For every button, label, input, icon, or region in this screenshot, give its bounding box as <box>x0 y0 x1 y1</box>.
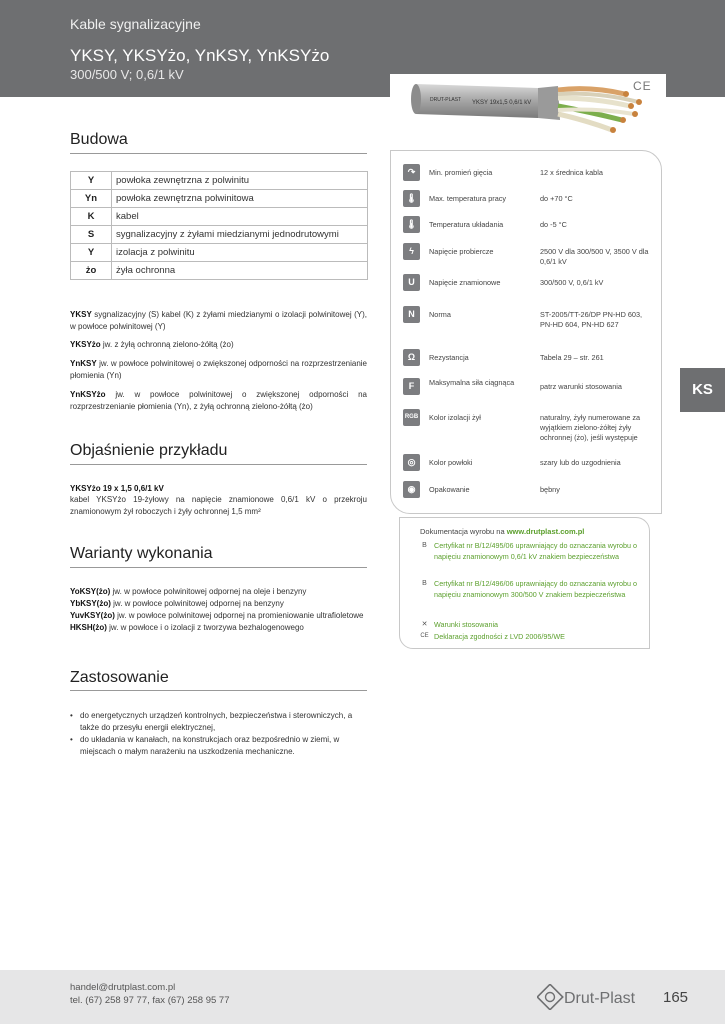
logo-graphic <box>537 984 649 1010</box>
section-divider <box>70 567 367 568</box>
symbol-cell: Y <box>71 244 112 262</box>
property-value: naturalny, żyły numerowane za wyjątkiem zielono-żółtej żyły ochronnej (żo), jeśli występuje <box>540 413 641 442</box>
property-value: 2500 V dla 300/500 V, 3500 V dla 0,6/1 kV <box>540 247 649 266</box>
document-link-text: Certyfikat nr B/12/495/06 uprawniający do oznaczania wyrobu o napięciu znamionowym 0,6/1 kV znakiem bezpieczeństwa <box>434 541 637 561</box>
property-value: do +70 °C <box>540 194 573 203</box>
type-text: sygnalizacyjny (S) kabel (K) z żyłami miedzianymi o izolacji polwinitowej (Y), w powłoce polwinitowej (Y) <box>70 310 367 331</box>
variant-item <box>70 598 367 610</box>
document-link-text: Warunki stosowania <box>434 620 499 629</box>
symbol-cell: żo <box>71 262 112 280</box>
test-voltage-icon: ϟ <box>403 243 420 260</box>
ce-icon: CE <box>420 633 429 639</box>
table-row <box>71 190 368 208</box>
description-cell: sygnalizacyjny z żyłami miedzianymi jednodrutowymi <box>112 226 368 244</box>
documentation-title-prefix: Dokumentacja wyrobu na <box>420 527 507 536</box>
bend-radius-icon: ↷ <box>403 164 420 181</box>
property-label: Napięcie znamionowe <box>429 278 501 287</box>
variant-text: jw. w powłoce polwinitowej odpornej na oleje i benzyny <box>110 587 307 596</box>
property-value: 300/500 V, 0,6/1 kV <box>540 278 604 287</box>
variant-text: jw. w powłoce polwinitowej odpornej na benzyny <box>110 599 284 608</box>
document-link-text: Certyfikat nr B/12/496/06 uprawniający do oznaczania wyrobu o napięciu znamionowym 300/500 V znakiem bezpieczeństwa <box>434 579 637 599</box>
packaging-icon: ◉ <box>403 481 420 498</box>
type-name: YKSY <box>70 310 92 319</box>
description-cell: powłoka zewnętrzna z polwinitu <box>112 172 368 190</box>
variant-text: jw. w powłoce polwinitowej odpornej na promieniowanie ultrafioletowe <box>114 611 364 620</box>
tensile-force-icon: F <box>403 378 420 395</box>
property-label: Kolor izolacji żył <box>429 413 481 422</box>
property-label: Maksymalna siła ciągnąca <box>429 378 515 387</box>
documentation-title <box>420 527 584 536</box>
type-name: YnKSYżo <box>70 390 106 399</box>
document-link-text: Deklaracja zgodności z LVD 2006/95/WE <box>434 632 565 641</box>
property-label: Napięcie probiercze <box>429 247 494 256</box>
type-description-ynksyzo <box>70 389 367 413</box>
document-link[interactable] <box>420 619 645 630</box>
list-item: • do układania w kanałach, na konstrukcjach oraz bezpośrednio w ziemi, w miejscach o małym narażeniu na uszkodzenia mechaniczne. <box>70 734 367 758</box>
variant-name: HKSH(żo) <box>70 623 107 632</box>
certificate-b-icon: B <box>422 580 427 587</box>
resistance-icon: Ω <box>403 349 420 366</box>
ce-mark: CE <box>633 79 652 93</box>
variant-name: YuvKSY(żo) <box>70 611 115 620</box>
variant-item <box>70 610 367 622</box>
table-row <box>71 262 368 280</box>
variant-name: YbKSY(żo) <box>70 599 111 608</box>
cable-marking-print: YKSY 19x1,5 0,6/1 kV <box>472 100 532 106</box>
laying-temperature-icon: 🌡 <box>403 216 420 233</box>
section-divider <box>70 690 367 691</box>
section-divider <box>70 464 367 465</box>
contact-email[interactable]: handel@drutplast.com.pl <box>70 982 176 993</box>
property-label: Opakowanie <box>429 485 470 494</box>
variant-item <box>70 622 367 634</box>
type-text: jw. z żyłą ochronną zielono-żółtą (żo) <box>100 340 234 349</box>
product-title: YKSY, YKSYżo, YnKSY, YnKSYżo <box>70 46 330 65</box>
property-label: Kolor powłoki <box>429 458 473 467</box>
type-name: YnKSY <box>70 359 97 368</box>
certificate-b-icon: B <box>422 542 427 549</box>
property-value: 12 x średnica kabla <box>540 168 603 177</box>
usage-list <box>70 710 367 758</box>
section-heading-usage: Zastosowanie <box>70 669 169 686</box>
property-label: Min. promień gięcia <box>429 168 493 177</box>
property-value: do -5 °C <box>540 220 567 229</box>
section-heading-budowa: Budowa <box>70 131 128 148</box>
norm-icon: N <box>403 306 420 323</box>
variant-item <box>70 586 367 598</box>
symbol-cell: S <box>71 226 112 244</box>
section-divider <box>70 153 367 154</box>
table-row <box>71 172 368 190</box>
variant-name: YoKSY(żo) <box>70 587 111 596</box>
description-cell: powłoka zewnętrzna polwinitowa <box>112 190 368 208</box>
property-label: Max. temperatura pracy <box>429 194 507 203</box>
logo-text: Drut-Plast <box>564 990 636 1007</box>
insulation-color-icon: RGB <box>403 409 420 426</box>
table-row <box>71 244 368 262</box>
description-cell: żyła ochronna <box>112 262 368 280</box>
website-link[interactable]: www.drutplast.com.pl <box>506 527 585 536</box>
variant-text: jw. w powłoce i o izolacji z tworzywa bezhalogenowego <box>106 623 304 632</box>
variants-list <box>70 586 367 634</box>
type-description-yksy <box>70 309 367 333</box>
table-row <box>71 208 368 226</box>
property-label: Temperatura układania <box>429 220 504 229</box>
property-value: patrz warunki stosowania <box>540 382 622 391</box>
documentation-box <box>399 517 650 649</box>
section-tab-ks: KS <box>680 368 725 412</box>
page-footer <box>0 970 725 1024</box>
cable-illustration <box>390 74 666 140</box>
type-description-yksyzo <box>70 339 367 351</box>
symbol-cell: Yn <box>71 190 112 208</box>
type-text: jw. w powłoce polwinitowej o zwiększonej odporności na rozprzestrzenianie płomienia (Yn) <box>70 359 367 380</box>
company-logo <box>537 984 649 1010</box>
category-label: Kable sygnalizacyjne <box>70 16 201 32</box>
property-value: ST-2005/TT-26/DP PN-HD 603, PN-HD 604, PN-HD 627 <box>540 310 643 329</box>
property-value: bębny <box>540 485 560 494</box>
example-code-text: YKSYżo 19 x 1,5 0,6/1 kV <box>70 484 164 493</box>
tools-icon: ✕ <box>421 621 428 628</box>
section-heading-variants: Warianty wykonania <box>70 545 213 562</box>
property-value: Tabela 29 – str. 261 <box>540 353 604 362</box>
type-name: YKSYżo <box>70 340 101 349</box>
description-cell: izolacja z polwinitu <box>112 244 368 262</box>
cable-photo <box>390 74 666 140</box>
document-link[interactable] <box>420 578 645 600</box>
table-row <box>71 226 368 244</box>
type-text: jw. w powłoce polwinitowej o zwiększonej odporności na rozprzestrzenianie płomienia (Yn), z żyłą ochronną zielono-żółtą (żo) <box>70 390 367 411</box>
contact-phone: tel. (67) 258 97 77, fax (67) 258 95 77 <box>70 995 230 1006</box>
symbol-cell: K <box>71 208 112 226</box>
cable-brand-print: DRUT-PLAST <box>430 97 462 103</box>
type-description-ynksy <box>70 358 367 382</box>
sheath-color-icon: ◎ <box>403 454 420 471</box>
example-text: kabel YKSYżo 19-żyłowy na napięcie znamionowe 0,6/1 kV o przekroju znamionowym żył roboczych i żyły ochronnej 1,5 mm² <box>70 495 367 516</box>
page-number: 165 <box>663 989 689 1006</box>
properties-panel <box>390 150 662 514</box>
property-label: Norma <box>429 310 451 319</box>
rated-voltage-icon: U <box>403 274 420 291</box>
list-item: • do energetycznych urządzeń kontrolnych, bezpieczeństwa i sterowniczych, a także do przesyłu energii elektrycznej, <box>70 710 367 734</box>
construction-table <box>70 171 368 280</box>
document-link[interactable] <box>420 540 645 562</box>
property-value: szary lub do uzgodnienia <box>540 458 621 467</box>
description-cell: kabel <box>112 208 368 226</box>
document-link[interactable] <box>420 631 645 642</box>
product-voltage: 300/500 V; 0,6/1 kV <box>70 67 184 82</box>
section-heading-example: Objaśnienie przykładu <box>70 442 228 459</box>
property-label: Rezystancja <box>429 353 469 362</box>
symbol-cell: Y <box>71 172 112 190</box>
max-temperature-icon: 🌡 <box>403 190 420 207</box>
